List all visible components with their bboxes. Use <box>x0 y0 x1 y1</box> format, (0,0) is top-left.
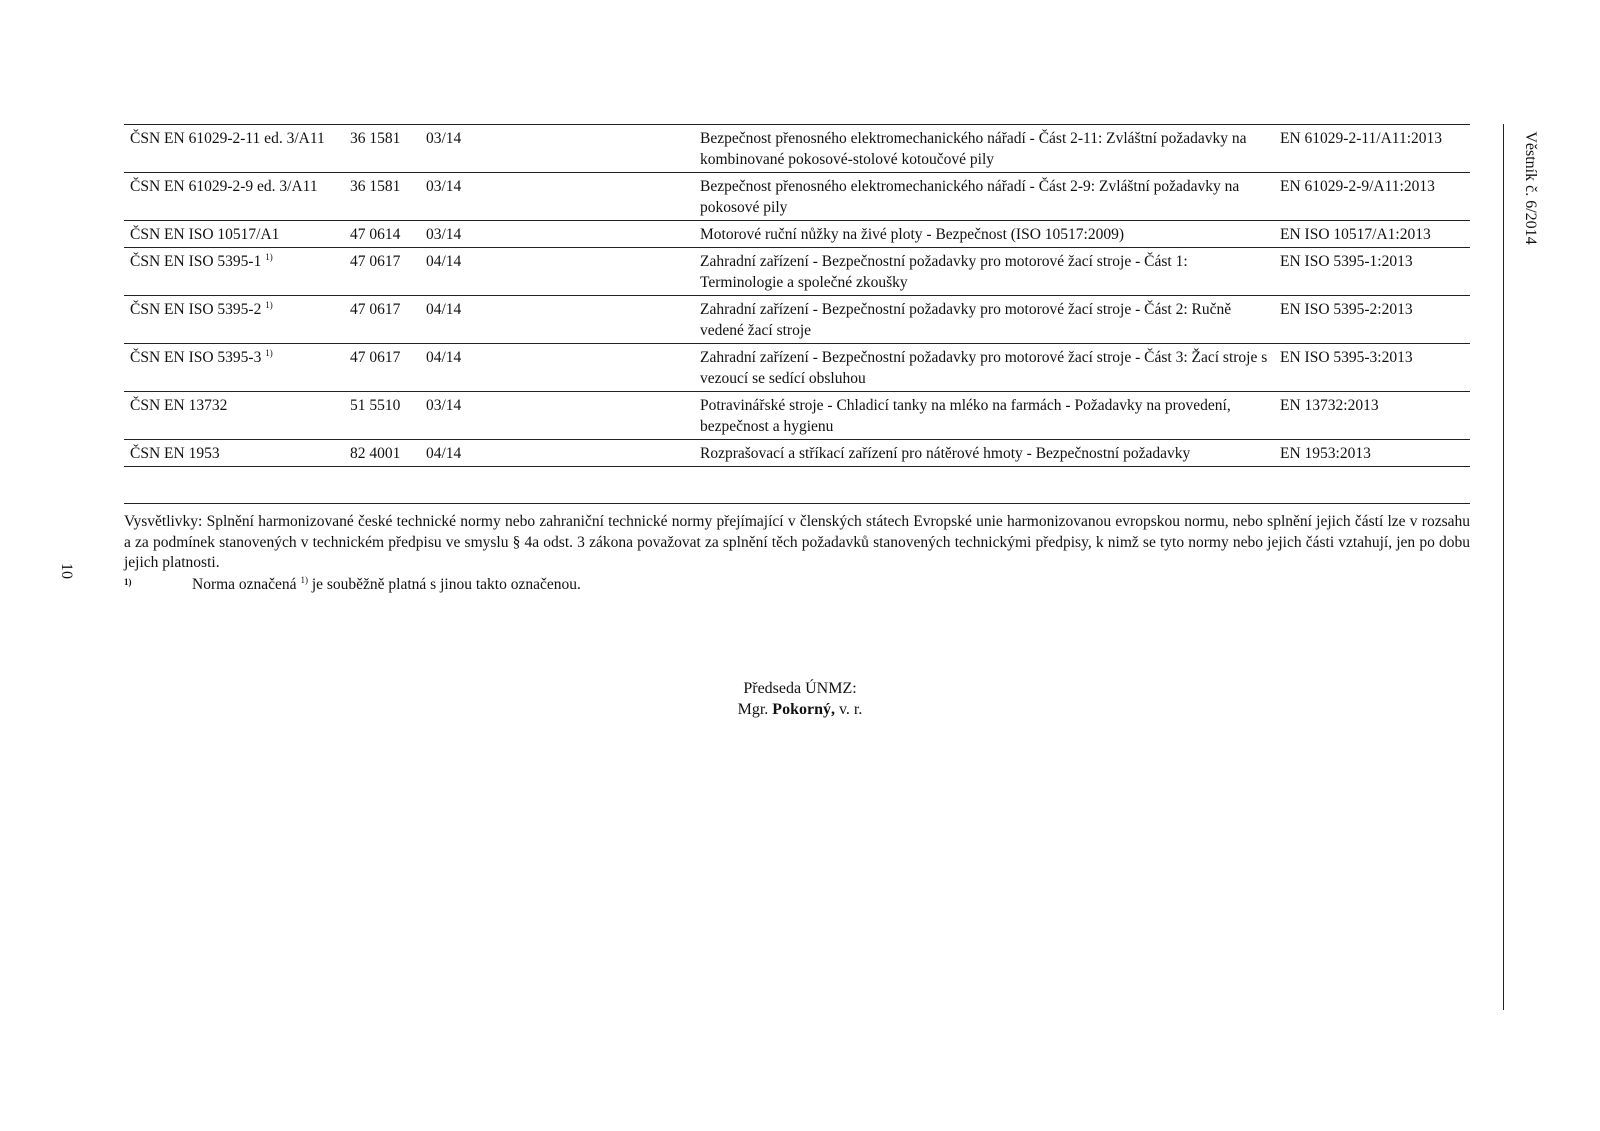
footnote-marker: 1) <box>265 347 273 358</box>
footnote-marker: 1) <box>265 299 273 310</box>
standard-title: Zahradní zařízení - Bezpečnostní požadavky pro motorové žací stroje - Část 1: Terminologie a společné zkoušky <box>694 248 1274 296</box>
issue-date: 04/14 <box>420 296 694 344</box>
european-standard: EN ISO 5395-3:2013 <box>1274 344 1470 392</box>
european-standard: EN ISO 5395-2:2013 <box>1274 296 1470 344</box>
issue-date: 03/14 <box>420 392 694 440</box>
standard-title: Bezpečnost přenosného elektromechanického nářadí - Část 2-9: Zvláštní požadavky na pokosové pily <box>694 173 1274 221</box>
issue-date: 03/14 <box>420 221 694 248</box>
standard-title: Potravinářské stroje - Chladicí tanky na mléko na farmách - Požadavky na provedení, bezpečnost a hygienu <box>694 392 1274 440</box>
european-standard: EN 13732:2013 <box>1274 392 1470 440</box>
standard-code: ČSN EN ISO 5395-1 $^{1)}$ <box>124 248 344 296</box>
journal-title: Věstník č. 6/2014 <box>1522 131 1539 245</box>
footnote <box>124 575 1470 596</box>
european-standard: EN 61029-2-9/A11:2013 <box>1274 173 1470 221</box>
signature-block <box>520 678 1080 720</box>
footnote-number: 1) <box>124 576 132 587</box>
issue-date: 03/14 <box>420 125 694 173</box>
table-row <box>124 392 1470 440</box>
classification-number: 36 1581 <box>344 125 420 173</box>
european-standard: EN ISO 10517/A1:2013 <box>1274 221 1470 248</box>
explanatory-notes <box>124 503 1470 596</box>
standard-title: Motorové ruční nůžky na živé ploty - Bezpečnost (ISO 10517:2009) <box>694 221 1274 248</box>
standard-code: ČSN EN 1953 <box>124 440 344 467</box>
european-standard: EN 1953:2013 <box>1274 440 1470 467</box>
issue-date: 04/14 <box>420 344 694 392</box>
table-row <box>124 248 1470 296</box>
european-standard: EN 61029-2-11/A11:2013 <box>1274 125 1470 173</box>
table-row <box>124 173 1470 221</box>
classification-number: 47 0614 <box>344 221 420 248</box>
standard-code: ČSN EN 61029-2-9 ed. 3/A11 <box>124 173 344 221</box>
standard-code: ČSN EN ISO 10517/A1 <box>124 221 344 248</box>
classification-number: 47 0617 <box>344 296 420 344</box>
standards-table <box>124 124 1470 467</box>
footnote-text: Norma označená $^{1)}$ je souběžně platná s jinou takto označenou. <box>192 574 581 593</box>
standard-code: ČSN EN 61029-2-11 ed. 3/A11 <box>124 125 344 173</box>
classification-number: 36 1581 <box>344 173 420 221</box>
table-row <box>124 344 1470 392</box>
standard-code: ČSN EN 13732 <box>124 392 344 440</box>
standard-title: Zahradní zařízení - Bezpečnostní požadavky pro motorové žací stroje - Část 2: Ručně vedené žací stroje <box>694 296 1274 344</box>
table-row <box>124 440 1470 467</box>
signature-role: Předseda ÚNMZ: <box>743 680 857 697</box>
classification-number: 47 0617 <box>344 344 420 392</box>
standard-code: ČSN EN ISO 5395-3 $^{1)}$ <box>124 344 344 392</box>
page-number: 10 <box>58 563 75 579</box>
table-row <box>124 296 1470 344</box>
european-standard: EN ISO 5395-1:2013 <box>1274 248 1470 296</box>
issue-date: 03/14 <box>420 173 694 221</box>
side-rule <box>1503 124 1504 1010</box>
standard-title: Rozprašovací a stříkací zařízení pro nátěrové hmoty - Bezpečnostní požadavky <box>694 440 1274 467</box>
explanation-text: Vysvětlivky: Splnění harmonizované české technické normy nebo zahraniční technické normy přejímající v členských státech Evropské unie harmonizovanou evropskou normu, nebo splnění jejich částí lze v rozsahu a za podmínek stanovených v technickém předpisu ve smyslu § 4a odst. 3 zákona považovat za splnění těch požadavků stanovených technickými předpisy, k nimž se tyto normy nebo jejich části vztahují, jen po dobu jejich platnosti. <box>124 513 1470 571</box>
classification-number: 51 5510 <box>344 392 420 440</box>
signature-line: Mgr. Pokorný, v. r. <box>737 701 863 718</box>
classification-number: 82 4001 <box>344 440 420 467</box>
standard-title: Zahradní zařízení - Bezpečnostní požadavky pro motorové žací stroje - Část 3: Žací stroje s vezoucí se sedící obsluhou <box>694 344 1274 392</box>
table-row <box>124 221 1470 248</box>
signature-name: Pokorný, <box>772 701 835 718</box>
standard-title: Bezpečnost přenosného elektromechanického nářadí - Část 2-11: Zvláštní požadavky na kombinované pokosové-stolové kotoučové pily <box>694 125 1274 173</box>
footnote-inline-marker: 1) <box>300 574 308 585</box>
footnote-marker: 1) <box>265 251 273 262</box>
issue-date: 04/14 <box>420 440 694 467</box>
table-row <box>124 125 1470 173</box>
standard-code: ČSN EN ISO 5395-2 $^{1)}$ <box>124 296 344 344</box>
standards-table-body <box>124 125 1470 467</box>
classification-number: 47 0617 <box>344 248 420 296</box>
issue-date: 04/14 <box>420 248 694 296</box>
